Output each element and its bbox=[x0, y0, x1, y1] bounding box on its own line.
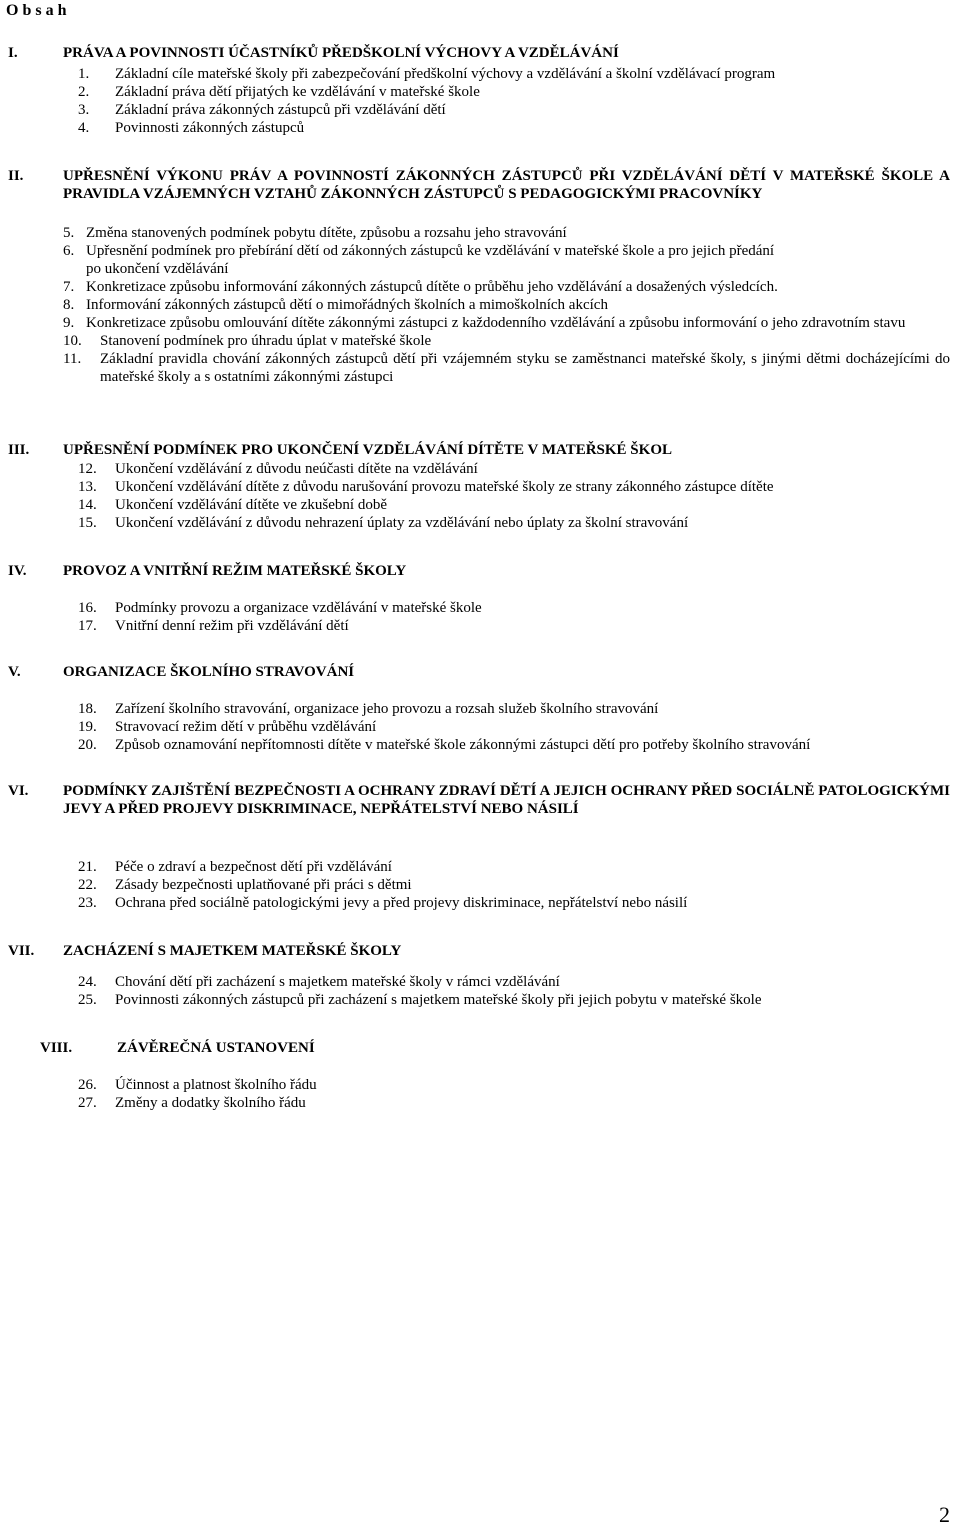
item-number: 10. bbox=[63, 333, 82, 349]
list-item bbox=[78, 973, 950, 991]
item-text: Informování zákonných zástupců dětí o mimořádných školních a mimoškolních akcích bbox=[86, 297, 608, 313]
list-item bbox=[78, 599, 950, 617]
item-text: Péče o zdraví a bezpečnost dětí při vzdělávání bbox=[115, 859, 392, 875]
item-list bbox=[78, 1076, 950, 1112]
section-4 bbox=[8, 562, 950, 635]
list-item bbox=[78, 991, 950, 1009]
item-text: Ukončení vzdělávání z důvodu neúčasti dítěte na vzdělávání bbox=[115, 461, 478, 477]
section-heading: PROVOZ A VNITŘNÍ REŽIM MATEŘSKÉ ŠKOLY bbox=[63, 563, 407, 579]
item-text: Ukončení vzdělávání dítěte ve zkušební době bbox=[115, 497, 387, 513]
section-1 bbox=[8, 44, 950, 137]
item-number: 19. bbox=[78, 719, 97, 735]
list-item bbox=[78, 858, 950, 876]
item-text: Základní cíle mateřské školy při zabezpečování předškolní výchovy a vzdělávání a školní vzdělávací program bbox=[115, 66, 776, 82]
section-number: II. bbox=[8, 168, 24, 184]
list-item bbox=[78, 478, 950, 496]
item-number: 17. bbox=[78, 618, 97, 634]
item-number: 16. bbox=[78, 600, 97, 616]
list-item bbox=[78, 65, 950, 83]
list-item bbox=[78, 876, 950, 894]
section-number: VIII. bbox=[40, 1040, 73, 1056]
item-text: Upřesnění podmínek pro přebírání dětí od zákonných zástupců ke vzdělávání v mateřské škole a pro jejich předání po ukončení vzdělávání bbox=[86, 243, 775, 277]
item-text: Konkretizace způsobu informování zákonných zástupců dítěte o průběhu jeho vzdělávání a dosažených výsledcích. bbox=[86, 279, 778, 295]
item-number: 26. bbox=[78, 1077, 97, 1093]
page-number: 2 bbox=[939, 1502, 950, 1527]
item-number: 23. bbox=[78, 895, 97, 911]
item-number: 27. bbox=[78, 1095, 97, 1111]
item-text: Účinnost a platnost školního řádu bbox=[115, 1077, 317, 1093]
item-text: Stravovací režim dětí v průběhu vzdělávání bbox=[115, 719, 377, 735]
list-item bbox=[78, 101, 950, 119]
list-item bbox=[63, 242, 950, 278]
list-item bbox=[78, 460, 950, 478]
item-text: Způsob oznamování nepřítomnosti dítěte v mateřské škole zákonnými zástupci dětí pro potřeby školního stravování bbox=[115, 737, 811, 753]
item-number: 3. bbox=[78, 102, 90, 118]
item-number: 15. bbox=[78, 515, 97, 531]
item-list bbox=[78, 460, 950, 532]
list-item bbox=[63, 296, 950, 314]
item-text: Základní práva zákonných zástupců při vzdělávání dětí bbox=[115, 102, 446, 118]
item-text: Ukončení vzdělávání z důvodu nehrazení úplaty za vzdělávání nebo úplaty za školní stravování bbox=[115, 515, 689, 531]
item-list bbox=[63, 224, 950, 386]
item-number: 18. bbox=[78, 701, 97, 717]
list-item bbox=[63, 350, 950, 386]
list-item bbox=[78, 83, 950, 101]
section-heading: ZACHÁZENÍ S MAJETKEM MATEŘSKÉ ŠKOLY bbox=[63, 943, 402, 959]
item-number: 7. bbox=[63, 279, 75, 295]
list-item bbox=[78, 894, 950, 912]
list-item bbox=[78, 1076, 950, 1094]
list-item bbox=[63, 332, 950, 350]
section-number: III. bbox=[8, 442, 30, 458]
item-number: 12. bbox=[78, 461, 97, 477]
item-text: Podmínky provozu a organizace vzdělávání v mateřské škole bbox=[115, 600, 482, 616]
item-text: Stanovení podmínek pro úhradu úplat v mateřské škole bbox=[100, 333, 432, 349]
item-number: 24. bbox=[78, 974, 97, 990]
item-number: 9. bbox=[63, 315, 75, 331]
list-item bbox=[78, 514, 950, 532]
item-number: 13. bbox=[78, 479, 97, 495]
list-item bbox=[63, 224, 950, 242]
item-number: 4. bbox=[78, 120, 90, 136]
item-text: Zařízení školního stravování, organizace jeho provozu a rozsah služeb školního stravování bbox=[115, 701, 659, 717]
section-8 bbox=[8, 1039, 950, 1112]
item-text: Základní pravidla chování zákonných zástupců dětí při vzájemném styku se zaměstnanci mateřské školy, s jinými dětmi docházejícími do mateřské školy a s ostatními zákonnými zástupci bbox=[100, 351, 950, 385]
item-text: Ochrana před sociálně patologickými jevy a před projevy diskriminace, nepřátelství nebo násilí bbox=[115, 895, 688, 911]
section-7 bbox=[8, 942, 950, 1009]
list-item bbox=[78, 718, 950, 736]
section-heading: UPŘESNĚNÍ PODMÍNEK PRO UKONČENÍ VZDĚLÁVÁNÍ DÍTĚTE V MATEŘSKÉ ŠKOL bbox=[63, 442, 672, 458]
item-list bbox=[78, 599, 950, 635]
item-number: 20. bbox=[78, 737, 97, 753]
toc-title: O b s a h bbox=[6, 2, 67, 19]
item-number: 1. bbox=[78, 66, 90, 82]
item-number: 21. bbox=[78, 859, 97, 875]
section-number: IV. bbox=[8, 563, 27, 579]
list-item bbox=[78, 119, 950, 137]
item-number: 11. bbox=[63, 351, 82, 367]
item-list bbox=[78, 65, 950, 137]
item-text: Povinnosti zákonných zástupců bbox=[115, 120, 305, 136]
section-heading: ZÁVĚREČNÁ USTANOVENÍ bbox=[117, 1040, 315, 1056]
item-text: Základní práva dětí přijatých ke vzdělávání v mateřské škole bbox=[115, 84, 480, 100]
section-heading: UPŘESNĚNÍ VÝKONU PRÁV A POVINNOSTÍ ZÁKONNÝCH ZÁSTUPCŮ PŘI VZDĚLÁVÁNÍ DĚTÍ V MATEŘSKÉ ŠKOLE A PRAVIDLA VZÁJEMNÝCH VZTAHŮ ZÁKONNÝCH ZÁSTUPCŮ S PEDAGOGICKÝMI PRACOVNÍKY bbox=[63, 168, 950, 202]
item-text: Zásady bezpečnosti uplatňované při práci s dětmi bbox=[115, 877, 412, 893]
section-number: I. bbox=[8, 45, 18, 61]
list-item bbox=[78, 700, 950, 718]
section-number: VII. bbox=[8, 943, 35, 959]
item-text: Ukončení vzdělávání dítěte z důvodu narušování provozu mateřské školy ze strany zákonného zástupce dítěte bbox=[115, 479, 774, 495]
item-text: Vnitřní denní režim při vzdělávání dětí bbox=[115, 618, 349, 634]
section-heading: PRÁVA A POVINNOSTI ÚČASTNÍKŮ PŘEDŠKOLNÍ VÝCHOVY A VZDĚLÁVÁNÍ bbox=[63, 45, 619, 61]
section-number: V. bbox=[8, 664, 21, 680]
list-item bbox=[63, 278, 950, 296]
item-text: Změna stanovených podmínek pobytu dítěte, způsobu a rozsahu jeho stravování bbox=[86, 225, 567, 241]
item-text: Chování dětí při zacházení s majetkem mateřské školy v rámci vzdělávání bbox=[115, 974, 560, 990]
item-number: 6. bbox=[63, 243, 75, 259]
section-6 bbox=[8, 782, 950, 912]
item-number: 22. bbox=[78, 877, 97, 893]
item-number: 5. bbox=[63, 225, 75, 241]
item-number: 8. bbox=[63, 297, 75, 313]
section-2 bbox=[8, 167, 950, 386]
item-list bbox=[78, 700, 950, 754]
item-text: Konkretizace způsobu omlouvání dítěte zákonnými zástupci z každodenního vzdělávání a způsobu informování o jeho zdravotním stavu bbox=[86, 315, 906, 331]
item-list bbox=[78, 973, 950, 1009]
item-number: 14. bbox=[78, 497, 97, 513]
list-item bbox=[78, 736, 950, 754]
item-text: Změny a dodatky školního řádu bbox=[115, 1095, 306, 1111]
item-number: 2. bbox=[78, 84, 90, 100]
list-item bbox=[78, 617, 950, 635]
section-number: VI. bbox=[8, 783, 29, 799]
section-heading: PODMÍNKY ZAJIŠTĚNÍ BEZPEČNOSTI A OCHRANY ZDRAVÍ DĚTÍ A JEJICH OCHRANY PŘED SOCIÁLNĚ PATOLOGICKÝMI JEVY A PŘED PROJEVY DISKRIMINACE, NEPŘÁTELSTVÍ NEBO NÁSILÍ bbox=[63, 783, 950, 817]
list-item bbox=[78, 496, 950, 514]
section-heading: ORGANIZACE ŠKOLNÍHO STRAVOVÁNÍ bbox=[63, 664, 355, 680]
item-text: Povinnosti zákonných zástupců při zacházení s majetkem mateřské školy při jejich pobytu v mateřské škole bbox=[115, 992, 762, 1008]
section-5 bbox=[8, 663, 950, 754]
item-list bbox=[78, 858, 950, 912]
section-3 bbox=[8, 441, 950, 532]
list-item bbox=[63, 314, 950, 332]
list-item bbox=[78, 1094, 950, 1112]
item-number: 25. bbox=[78, 992, 97, 1008]
